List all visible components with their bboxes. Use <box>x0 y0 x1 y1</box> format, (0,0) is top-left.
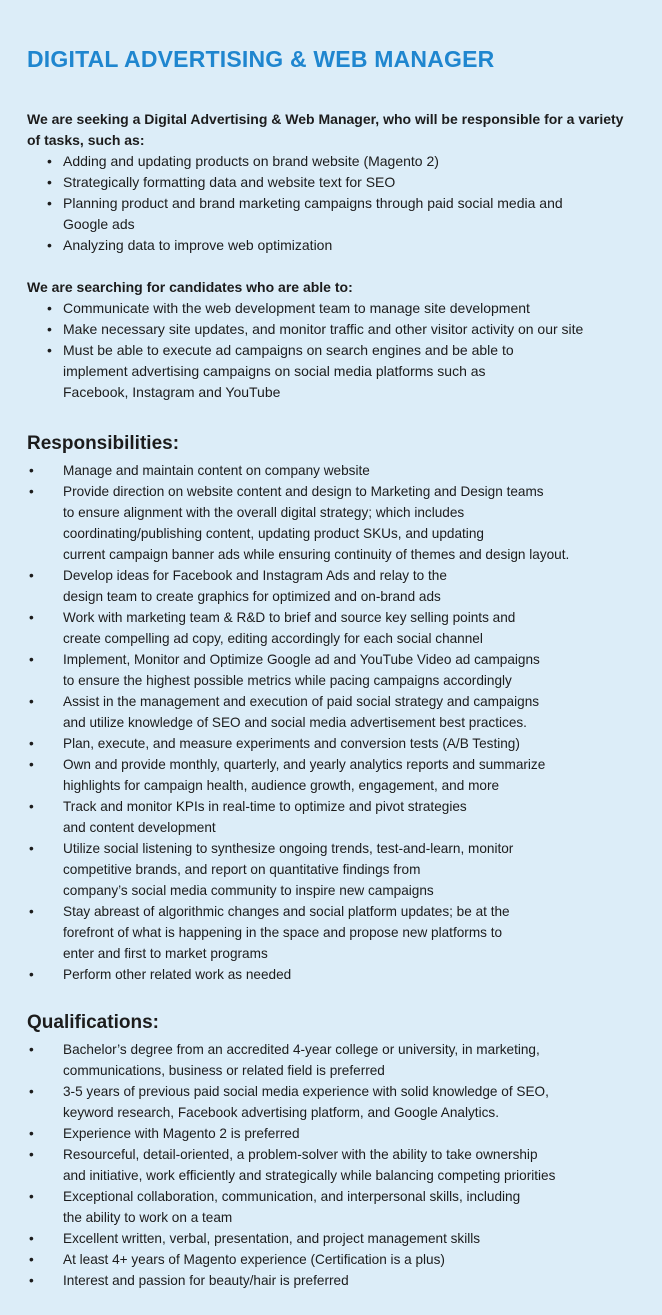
list-item: • Provide direction on website content and design to Marketing and Design teams to ensure alignment with the overall digital strategy; which includes coordinating/publishing content, updating product SKUs, and updating current campaign banner ads while ensuring continuity of themes and design layout. <box>27 481 658 565</box>
list-item: • Experience with Magento 2 is preferred <box>27 1123 658 1144</box>
list-item: • Adding and updating products on brand website (Magento 2) <box>47 151 603 172</box>
list-item: • Excellent written, verbal, presentation, and project management skills <box>27 1228 658 1249</box>
list-item: • Make necessary site updates, and monitor traffic and other visitor activity on our site <box>47 319 623 340</box>
candidate-list <box>27 298 662 403</box>
list-item: • Bachelor’s degree from an accredited 4-year college or university, in marketing, communications, business or related field is preferred <box>27 1039 658 1081</box>
task-list <box>27 151 662 256</box>
list-item: • Resourceful, detail-oriented, a problem-solver with the ability to take ownership and initiative, work efficiently and strategically while balancing competing priorities <box>27 1144 658 1186</box>
list-item: • Interest and passion for beauty/hair is preferred <box>27 1270 658 1291</box>
list-item: • Communicate with the web development team to manage site development <box>47 298 603 319</box>
list-item: • Strategically formatting data and website text for SEO <box>47 172 603 193</box>
list-item: • Track and monitor KPIs in real-time to optimize and pivot strategies and content development <box>27 796 658 838</box>
candidates-heading: We are searching for candidates who are able to: <box>27 279 353 295</box>
intro-heading: We are seeking a Digital Advertising & Web Manager, who will be responsible for a variety of tasks, such as: <box>27 111 624 148</box>
list-item: • Own and provide monthly, quarterly, and yearly analytics reports and summarize highlights for campaign health, audience growth, engagement, and more <box>27 754 658 796</box>
list-item: • Manage and maintain content on company website <box>27 460 658 481</box>
qualifications-list <box>27 1039 662 1291</box>
list-item: • Stay abreast of algorithmic changes and social platform updates; be at the forefront of what is happening in the space and propose new platforms to enter and first to market programs <box>27 901 658 964</box>
list-item: • 3-5 years of previous paid social media experience with solid knowledge of SEO, keyword research, Facebook advertising platform, and Google Analytics. <box>27 1081 658 1123</box>
list-item: • Analyzing data to improve web optimization <box>47 235 603 256</box>
list-item: • Exceptional collaboration, communication, and interpersonal skills, including the ability to work on a team <box>27 1186 658 1228</box>
list-item: • Perform other related work as needed <box>27 964 658 985</box>
list-item: • Assist in the management and execution of paid social strategy and campaigns and utilize knowledge of SEO and social media advertisement best practices. <box>27 691 658 733</box>
page-title: DIGITAL ADVERTISING & WEB MANAGER <box>27 46 495 72</box>
responsibilities-list <box>27 460 662 985</box>
list-item: • Plan, execute, and measure experiments and conversion tests (A/B Testing) <box>27 733 658 754</box>
list-item: • Develop ideas for Facebook and Instagram Ads and relay to the design team to create graphics for optimized and on-brand ads <box>27 565 658 607</box>
list-item: • Work with marketing team & R&D to brief and source key selling points and create compelling ad copy, editing accordingly for each social channel <box>27 607 658 649</box>
list-item: • Utilize social listening to synthesize ongoing trends, test-and-learn, monitor competitive brands, and report on quantitative findings from company’s social media community to inspire new campaigns <box>27 838 658 901</box>
list-item: • Implement, Monitor and Optimize Google ad and YouTube Video ad campaigns to ensure the highest possible metrics while pacing campaigns accordingly <box>27 649 658 691</box>
qualifications-heading: Qualifications: <box>27 1012 159 1033</box>
list-item: • Must be able to execute ad campaigns on search engines and be able to implement advertising campaigns on social media platforms such as Facebook, Instagram and YouTube <box>47 340 523 403</box>
responsibilities-heading: Responsibilities: <box>27 433 180 454</box>
list-item: • At least 4+ years of Magento experience (Certification is a plus) <box>27 1249 658 1270</box>
list-item: • Planning product and brand marketing campaigns through paid social media and Google ads <box>47 193 603 235</box>
